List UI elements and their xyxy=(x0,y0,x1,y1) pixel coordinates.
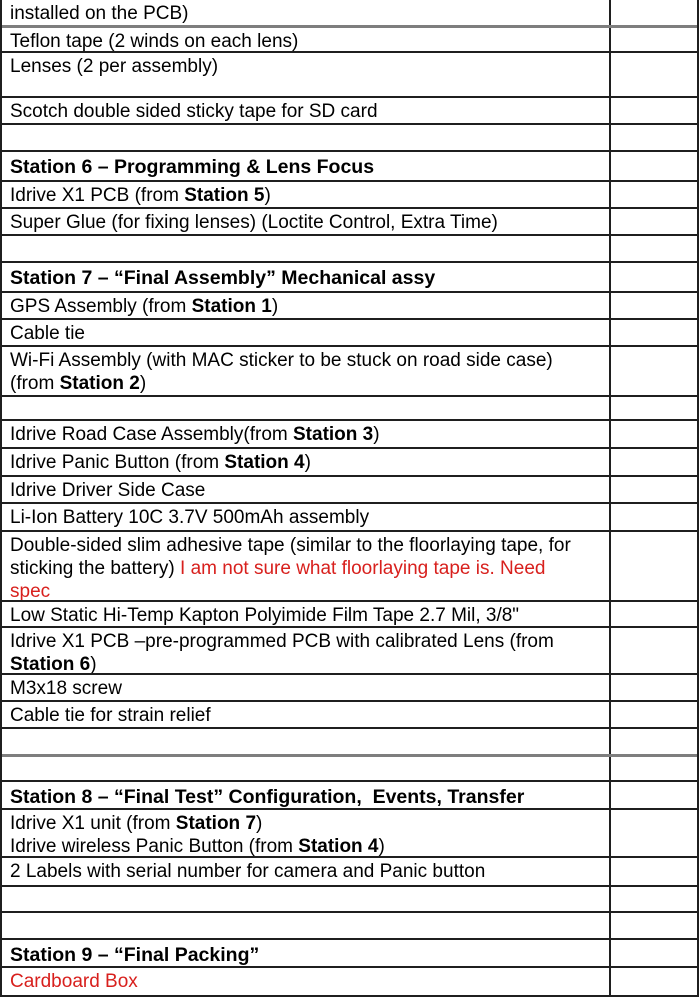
text-line xyxy=(10,786,603,808)
blank-right-cell xyxy=(611,729,697,754)
blank-right-cell xyxy=(611,236,697,261)
item-cell xyxy=(2,940,611,966)
blank-right-cell xyxy=(611,504,697,530)
item-text: Teflon tape (2 winds on each lens) xyxy=(10,31,299,51)
item-cell xyxy=(2,532,611,600)
table-row xyxy=(2,28,697,53)
text-line xyxy=(10,423,603,446)
item-cell xyxy=(2,209,611,234)
table-row-blank xyxy=(2,125,697,152)
text-line xyxy=(10,211,603,234)
table-row xyxy=(2,98,697,125)
text-line xyxy=(10,677,603,700)
blank-right-cell xyxy=(611,858,697,885)
item-cell xyxy=(2,504,611,530)
table-row-station-header xyxy=(2,782,697,810)
table-row xyxy=(2,53,697,98)
text-line xyxy=(10,944,603,966)
item-cell xyxy=(2,152,611,180)
station-reference: Station 6 – Programming & Lens Focus xyxy=(10,156,375,178)
item-text: ) xyxy=(139,373,147,394)
table-row-station-header xyxy=(2,263,697,293)
note-text: spec xyxy=(10,581,51,600)
item-text: Idrive Driver Side Case xyxy=(10,480,206,501)
item-cell xyxy=(2,182,611,207)
table-row-blank xyxy=(2,236,697,263)
text-line xyxy=(10,970,603,993)
text-line xyxy=(10,604,603,626)
item-cell xyxy=(2,913,611,938)
station-reference: Station 9 – “Final Packing” xyxy=(10,944,260,966)
item-cell xyxy=(2,236,611,261)
item-cell xyxy=(2,263,611,291)
item-cell xyxy=(2,449,611,475)
item-text: Lenses (2 per assembly) xyxy=(10,56,219,77)
text-line xyxy=(10,2,603,25)
table-row xyxy=(2,182,697,209)
text-line xyxy=(10,506,603,529)
blank-right-cell xyxy=(611,125,697,150)
item-text: Double-sided slim adhesive tape (similar to the floorlaying tape, for xyxy=(10,535,571,556)
item-cell xyxy=(2,858,611,885)
item-cell xyxy=(2,421,611,447)
table-row xyxy=(2,504,697,532)
text-line xyxy=(10,479,603,502)
station-reference: Station 5 xyxy=(184,185,265,206)
table-row xyxy=(2,702,697,729)
table-row xyxy=(2,0,697,28)
table-row-station-header xyxy=(2,152,697,182)
blank-right-cell xyxy=(611,968,697,995)
item-cell xyxy=(2,810,611,856)
table-row xyxy=(2,209,697,236)
item-cell xyxy=(2,293,611,318)
note-text: Cardboard Box xyxy=(10,971,138,992)
station-reference: Station 8 – “Final Test” Configuration, Events, Transfer xyxy=(10,786,525,808)
item-text: ) xyxy=(373,424,380,445)
blank-right-cell xyxy=(611,532,697,600)
text-line xyxy=(10,156,603,179)
text-line xyxy=(10,184,603,207)
blank-right-cell xyxy=(611,675,697,700)
item-text: M3x18 screw xyxy=(10,678,122,699)
item-text: ) xyxy=(256,813,263,834)
station-reference: Station 1 xyxy=(191,296,272,317)
table-row-blank xyxy=(2,913,697,940)
text-line xyxy=(10,704,603,727)
table-row xyxy=(2,968,697,997)
item-cell xyxy=(2,397,611,419)
station-reference: Station 7 – “Final Assembly” Mechanical assy xyxy=(10,267,436,289)
item-text: Low Static Hi-Temp Kapton Polyimide Film Tape 2.7 Mil, 3/8" xyxy=(10,605,520,626)
item-cell xyxy=(2,675,611,700)
text-line xyxy=(10,534,603,557)
table-row xyxy=(2,858,697,887)
item-text: ) xyxy=(304,452,311,473)
item-cell xyxy=(2,347,611,395)
item-cell xyxy=(2,628,611,673)
item-text: Li-Ion Battery 10C 3.7V 500mAh assembly xyxy=(10,507,370,528)
table-row xyxy=(2,628,697,675)
table-row xyxy=(2,347,697,397)
blank-right-cell xyxy=(611,602,697,626)
text-line xyxy=(10,55,603,78)
table-row-blank xyxy=(2,757,697,782)
station-reference: Station 7 xyxy=(175,813,257,834)
table-row xyxy=(2,602,697,628)
item-text: GPS Assembly (from xyxy=(10,296,192,317)
note-text: I am not sure what floorlaying tape is. Need xyxy=(180,558,546,579)
blank-right-cell xyxy=(611,397,697,419)
text-line xyxy=(10,630,603,653)
blank-right-cell xyxy=(611,477,697,502)
item-cell xyxy=(2,53,611,96)
item-text: (from xyxy=(10,373,60,394)
item-cell xyxy=(2,477,611,502)
blank-right-cell xyxy=(611,782,697,808)
item-text: Idrive X1 PCB (from xyxy=(10,185,185,206)
text-line xyxy=(10,322,603,345)
item-text: Idrive X1 PCB –pre-programmed PCB with calibrated Lens (from xyxy=(10,631,554,652)
item-text: ) xyxy=(264,185,271,206)
station-reference: Station 6 xyxy=(10,654,91,673)
station-reference: Station 3 xyxy=(293,424,374,445)
item-text: Idrive Panic Button (from xyxy=(10,452,225,473)
table-row xyxy=(2,293,697,320)
text-line xyxy=(10,812,603,835)
item-text: ) xyxy=(271,296,279,317)
blank-right-cell xyxy=(611,449,697,475)
text-line xyxy=(10,349,603,372)
text-line xyxy=(10,100,603,123)
item-cell xyxy=(2,968,611,995)
text-line xyxy=(10,835,603,856)
item-text: installed on the PCB) xyxy=(10,3,189,24)
table-row-blank xyxy=(2,887,697,913)
text-line xyxy=(10,30,603,51)
item-text: Idrive Road Case Assembly(from xyxy=(10,424,293,445)
item-cell xyxy=(2,320,611,345)
table-row xyxy=(2,675,697,702)
blank-right-cell xyxy=(611,421,697,447)
item-cell xyxy=(2,887,611,911)
text-line xyxy=(10,295,603,318)
blank-right-cell xyxy=(611,53,697,96)
blank-right-cell xyxy=(611,28,697,51)
item-text: Super Glue (for fixing lenses) (Loctite Control, Extra Time) xyxy=(10,212,498,233)
table-row xyxy=(2,810,697,858)
blank-right-cell xyxy=(611,757,697,780)
item-text: Idrive wireless Panic Button (from xyxy=(10,836,299,856)
item-text: 2 Labels with serial number for camera and Panic button xyxy=(10,861,486,882)
station-reference: Station 2 xyxy=(59,373,140,394)
blank-right-cell xyxy=(611,702,697,727)
text-line xyxy=(10,653,603,673)
blank-right-cell xyxy=(611,293,697,318)
blank-right-cell xyxy=(611,209,697,234)
item-cell xyxy=(2,602,611,626)
item-text: sticking the battery) xyxy=(10,558,181,579)
table-row-blank xyxy=(2,729,697,757)
blank-right-cell xyxy=(611,98,697,123)
item-cell xyxy=(2,0,611,25)
text-line xyxy=(10,557,603,580)
blank-right-cell xyxy=(611,913,697,938)
table-row xyxy=(2,421,697,449)
blank-right-cell xyxy=(611,0,697,25)
item-text: Idrive X1 unit (from xyxy=(10,813,176,834)
item-text: Scotch double sided sticky tape for SD card xyxy=(10,101,378,122)
table-row xyxy=(2,532,697,602)
blank-right-cell xyxy=(611,347,697,395)
blank-right-cell xyxy=(611,152,697,180)
blank-right-cell xyxy=(611,940,697,966)
item-text: Cable tie for strain relief xyxy=(10,705,211,726)
blank-right-cell xyxy=(611,320,697,345)
item-text: Wi-Fi Assembly (with MAC sticker to be stuck on road side case) xyxy=(10,350,553,371)
text-line xyxy=(10,580,603,600)
table-row xyxy=(2,477,697,504)
blank-right-cell xyxy=(611,263,697,291)
text-line xyxy=(10,372,603,395)
text-line xyxy=(10,267,603,290)
item-cell xyxy=(2,702,611,727)
item-cell xyxy=(2,28,611,51)
table-row-blank xyxy=(2,397,697,421)
item-cell xyxy=(2,757,611,780)
blank-right-cell xyxy=(611,887,697,911)
item-text: Cable tie xyxy=(10,323,85,344)
item-text: ) xyxy=(90,654,97,673)
blank-right-cell xyxy=(611,628,697,673)
item-cell xyxy=(2,125,611,150)
station-reference: Station 4 xyxy=(224,452,305,473)
blank-right-cell xyxy=(611,182,697,207)
item-text: ) xyxy=(378,836,385,856)
text-line xyxy=(10,451,603,474)
table-row xyxy=(2,320,697,347)
item-cell xyxy=(2,782,611,808)
item-cell xyxy=(2,98,611,123)
text-line xyxy=(10,860,603,883)
item-cell xyxy=(2,729,611,754)
station-reference: Station 4 xyxy=(298,836,379,856)
blank-right-cell xyxy=(611,810,697,856)
table-row xyxy=(2,449,697,477)
table-row-station-header xyxy=(2,940,697,968)
